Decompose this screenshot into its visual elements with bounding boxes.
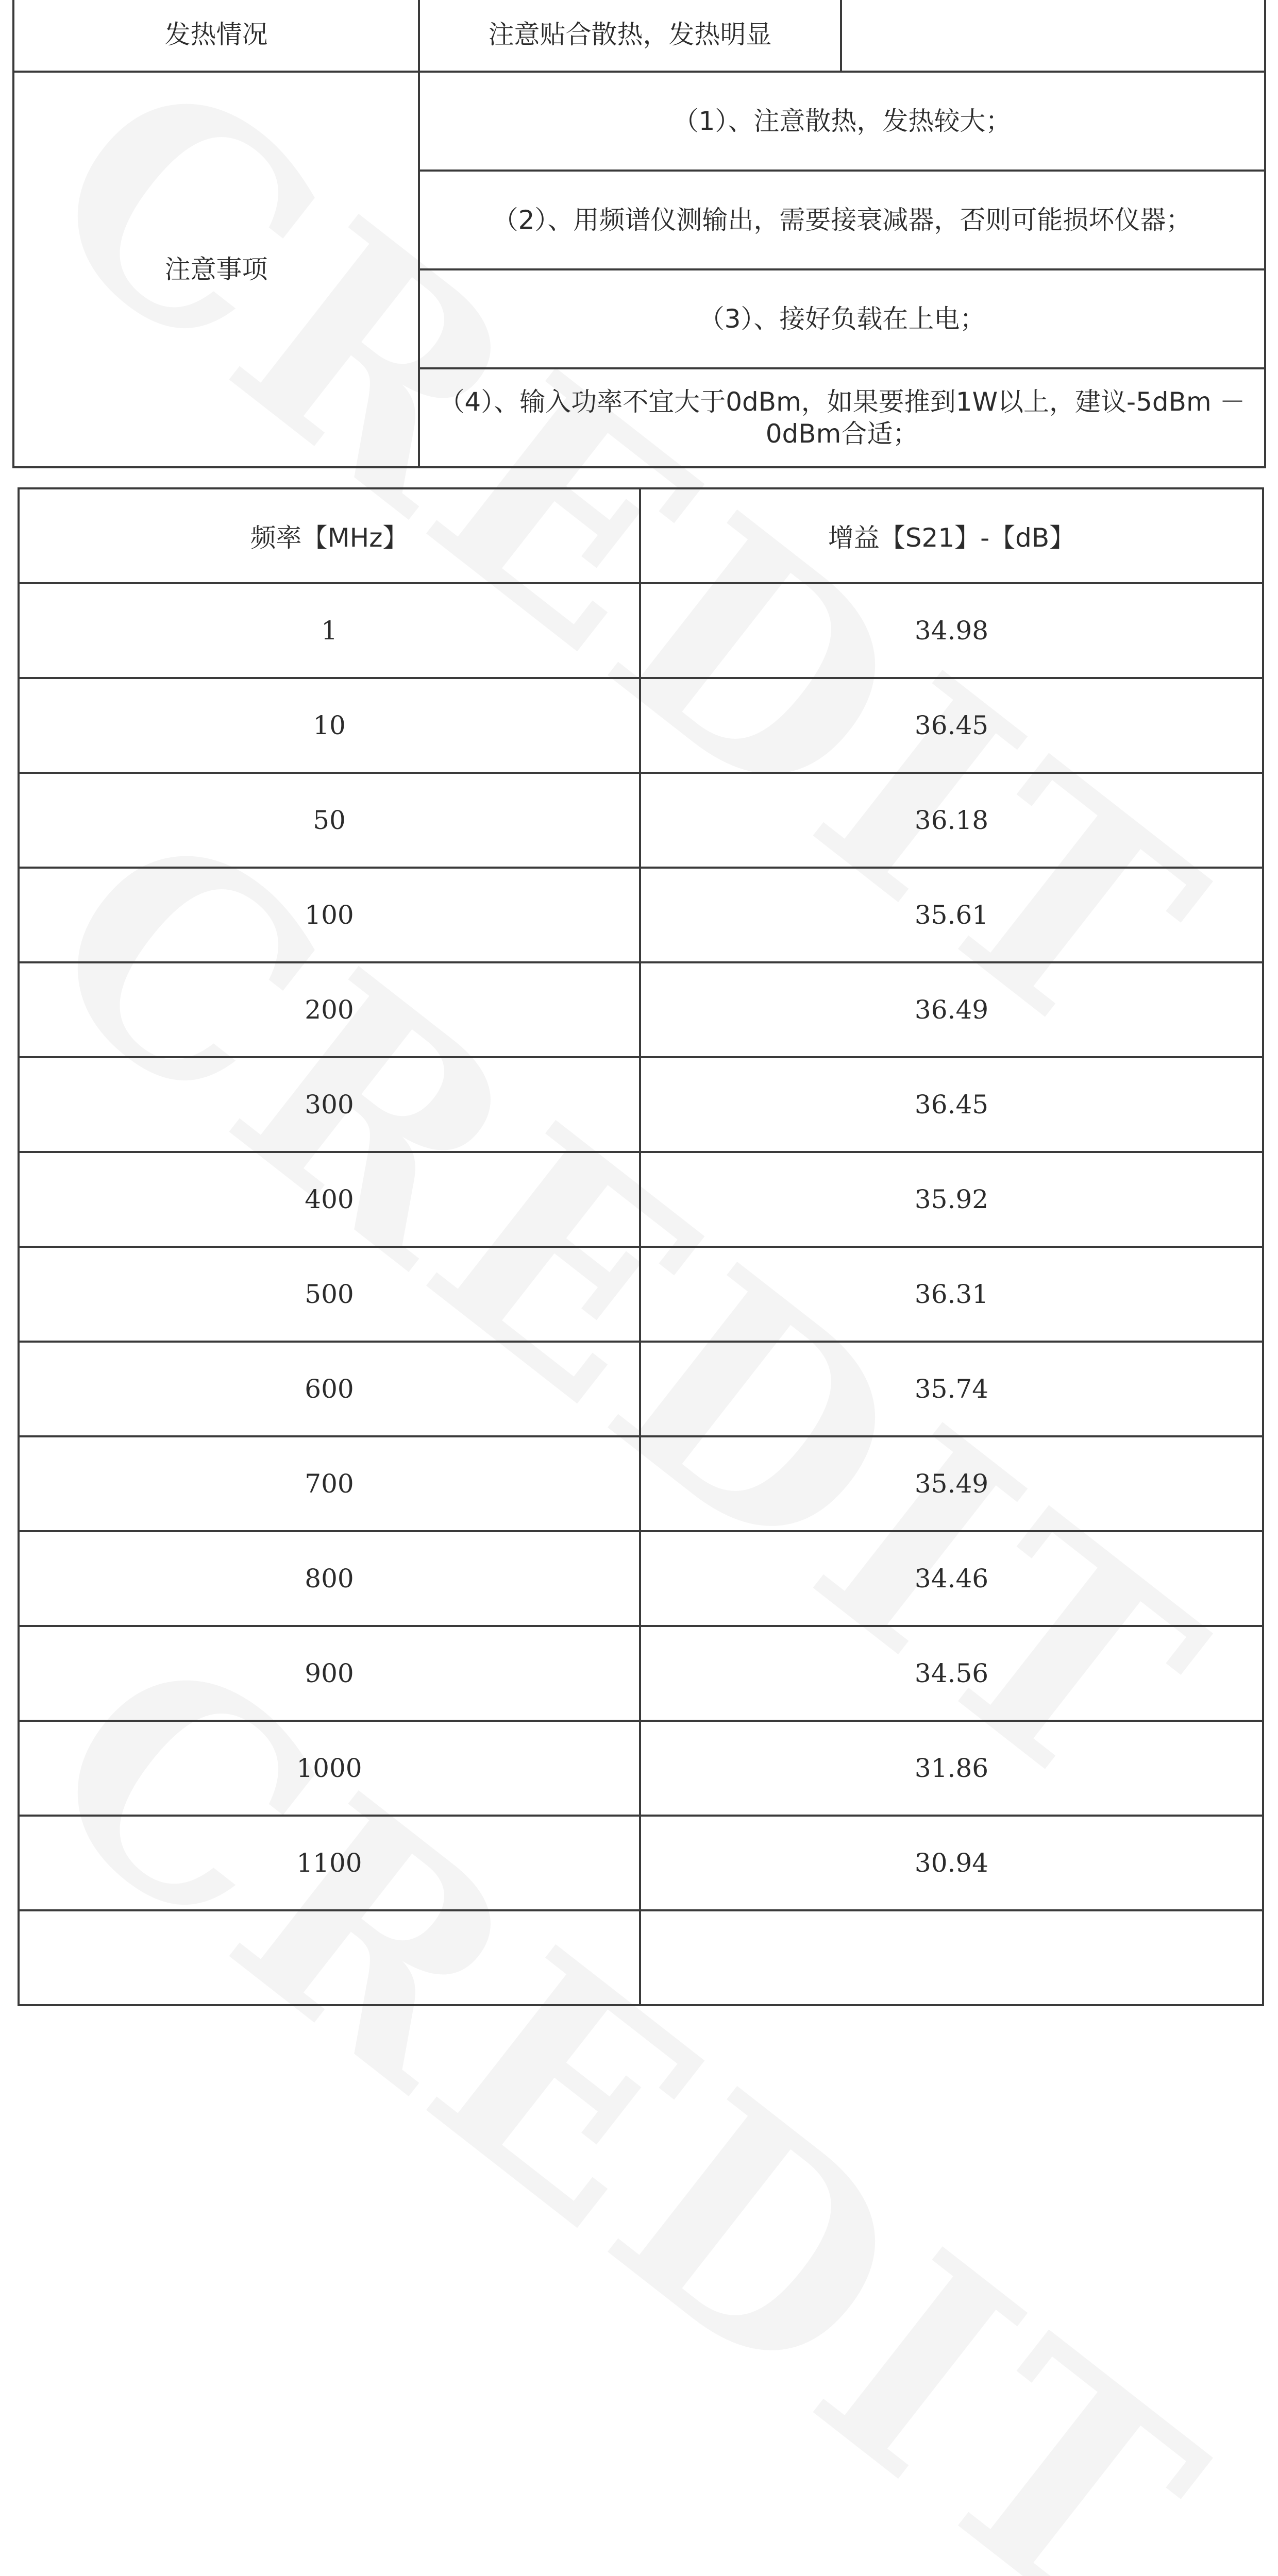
freq-cell: 400 <box>19 1152 640 1247</box>
gain-cell: 34.98 <box>640 583 1263 678</box>
table-row <box>19 583 1263 678</box>
freq-cell: 900 <box>19 1626 640 1721</box>
notes-label: 注意事项 <box>13 72 419 467</box>
gain-cell: 36.31 <box>640 1247 1263 1342</box>
freq-cell: 500 <box>19 1247 640 1342</box>
freq-cell: 1100 <box>19 1816 640 1910</box>
note-item: （2）、用频谱仪测输出，需要接衰减器，否则可能损坏仪器； <box>419 171 1265 269</box>
freq-cell: 800 <box>19 1531 640 1626</box>
gain-table-body <box>19 583 1263 2005</box>
table-row <box>19 1816 1263 1910</box>
gain-cell: 36.45 <box>640 678 1263 773</box>
freq-cell: 10 <box>19 678 640 773</box>
freq-cell: 50 <box>19 773 640 868</box>
gain-cell: 34.46 <box>640 1531 1263 1626</box>
table-row <box>19 1057 1263 1152</box>
freq-cell: 1 <box>19 583 640 678</box>
table-row <box>19 1152 1263 1247</box>
table-row <box>19 773 1263 868</box>
freq-cell: 700 <box>19 1436 640 1531</box>
note-item: （3）、接好负载在上电； <box>419 269 1265 368</box>
table-row <box>19 868 1263 962</box>
table-row <box>19 1247 1263 1342</box>
freq-cell: 600 <box>19 1342 640 1436</box>
table-row <box>19 1342 1263 1436</box>
gain-cell: 35.49 <box>640 1436 1263 1531</box>
table-header-row <box>19 488 1263 583</box>
gain-cell: 35.74 <box>640 1342 1263 1436</box>
gain-cell: 36.49 <box>640 962 1263 1057</box>
table-row <box>19 678 1263 773</box>
note-item: （1）、注意散热，发热较大； <box>419 72 1265 171</box>
heat-extra <box>841 0 1265 72</box>
heat-value: 注意贴合散热，发热明显 <box>419 0 841 72</box>
gain-cell <box>640 1910 1263 2005</box>
freq-cell: 300 <box>19 1057 640 1152</box>
gain-cell: 31.86 <box>640 1721 1263 1816</box>
notes-row <box>13 72 1265 171</box>
gain-cell: 34.56 <box>640 1626 1263 1721</box>
freq-cell: 200 <box>19 962 640 1057</box>
heat-label: 发热情况 <box>13 0 419 72</box>
note-item: （4）、输入功率不宜大于0dBm，如果要推到1W以上，建议-5dBm －0dBm合适； <box>419 368 1265 467</box>
freq-cell <box>19 1910 640 2005</box>
table-row <box>19 1626 1263 1721</box>
table-row <box>19 1721 1263 1816</box>
gain-column-header: 增益【S21】-【dB】 <box>640 488 1263 583</box>
table-row <box>19 962 1263 1057</box>
gain-cell: 35.61 <box>640 868 1263 962</box>
freq-cell: 1000 <box>19 1721 640 1816</box>
gain-cell: 36.45 <box>640 1057 1263 1152</box>
spec-table <box>12 0 1266 468</box>
gain-cell: 36.18 <box>640 773 1263 868</box>
table-row <box>19 1436 1263 1531</box>
freq-column-header: 频率【MHz】 <box>19 488 640 583</box>
gain-table <box>18 487 1264 2006</box>
table-row <box>19 1910 1263 2005</box>
freq-cell: 100 <box>19 868 640 962</box>
gain-cell: 35.92 <box>640 1152 1263 1247</box>
table-row <box>19 1531 1263 1626</box>
gain-cell: 30.94 <box>640 1816 1263 1910</box>
heat-row <box>13 0 1265 72</box>
